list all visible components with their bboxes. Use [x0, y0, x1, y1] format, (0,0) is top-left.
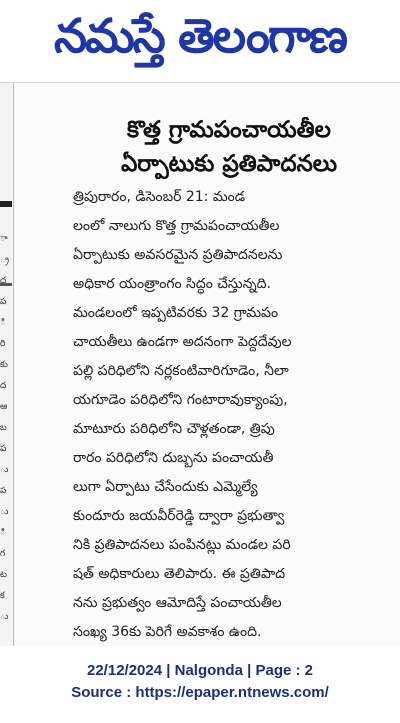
- body-line: పల్లి పరిధిలోని నర్లకంటివారిగూడెం, నీలా: [73, 363, 289, 379]
- adjacent-column-fragment: ి: [0, 318, 6, 328]
- footer: [0, 650, 400, 723]
- column-divider: [13, 83, 14, 646]
- body-line: మండలంలో ఇప్పటివరకు 32 గ్రామపం: [73, 305, 279, 321]
- edition-info: 22/12/2024 | Nalgonda | Page : 2: [87, 662, 313, 679]
- body-line: లుగా ఏర్పాటు చేసేందుకు ఎమ్మెల్యే: [73, 479, 258, 495]
- body-line: మాటూరు పరిధిలోని చౌళ్లతండా, త్రిపు: [73, 421, 275, 437]
- adjacent-column-fragment: ఆ: [0, 402, 8, 412]
- adjacent-column-fragment: కు: [0, 360, 8, 370]
- adjacent-column-fragment: బ: [0, 423, 7, 433]
- body-line: చాయతీలు ఉండగా అదనంగా పెద్దదేవుల: [73, 334, 292, 350]
- body-line: లంలో నాలుగు కొత్త గ్రామపంచాయతీల: [73, 218, 280, 234]
- body-line: సంఖ్య 36కు పెరిగే అవకాశం ఉంది.: [73, 624, 262, 640]
- body-line: షత్ అధికారులు తెలిపారు. ఈ ప్రతిపాద: [73, 566, 286, 582]
- newspaper-clipping: [0, 82, 400, 646]
- article-body: [73, 183, 385, 646]
- adjacent-column-fragment: ద: [0, 381, 7, 391]
- adjacent-column-strip: [0, 83, 12, 646]
- adjacent-column-fragment: ద: [0, 276, 7, 286]
- body-line: కుందూరు జయవీర్‌రెడ్డి ద్వారా ప్రభుత్వా: [73, 508, 285, 524]
- article: [73, 83, 385, 646]
- body-line: అధికార యంత్రాంగం సిద్ధం చేస్తున్నది.: [73, 276, 271, 292]
- adjacent-column-fragment: క: [0, 591, 5, 601]
- adjacent-column-fragment: ప: [0, 444, 7, 454]
- adjacent-column-fragment: ు: [0, 465, 9, 475]
- article-headline: [79, 113, 379, 181]
- column-rule: [0, 201, 12, 207]
- source-link[interactable]: Source : https://epaper.ntnews.com/: [71, 684, 329, 701]
- body-line: యగూడెం పరిధిలోని గంటారావుక్యాంపు,: [73, 392, 288, 408]
- adjacent-column-fragment: ట: [0, 570, 7, 580]
- headline-line: కొత్త గ్రామపంచాయతీల: [127, 117, 331, 143]
- headline-line: ఏర్పాటుకు ప్రతిపాదనలు: [120, 151, 338, 177]
- adjacent-column-fragment: ు: [0, 612, 9, 622]
- adjacent-column-fragment: ప: [0, 297, 7, 307]
- body-line: నికి ప్రతిపాదనలు పంపినట్లు మండల పరి: [73, 537, 291, 553]
- body-line: నను ప్రభుత్వం ఆమోదిస్తే పంచాయతీల: [73, 595, 282, 611]
- adjacent-column-fragment: ప: [0, 486, 7, 496]
- adjacent-column-fragment: ా: [0, 234, 8, 244]
- masthead: [0, 0, 400, 78]
- body-line: త్రిపురారం, డిసెంబర్ 21: మండ: [73, 189, 246, 205]
- body-line: ఏర్పాటుకు అవసరమైన ప్రతిపాదనలను: [73, 247, 283, 263]
- body-line: రారం పరిధిలోని దుబ్బను పంచాయతీ: [73, 450, 274, 466]
- adjacent-column-fragment: ు: [0, 507, 9, 517]
- adjacent-column-fragment: ి: [0, 528, 6, 538]
- adjacent-column-fragment: రి: [0, 339, 6, 349]
- adjacent-column-fragment: ్ర: [0, 255, 9, 265]
- newspaper-title: నమస్తే తెలంగాణ: [54, 9, 346, 64]
- adjacent-column-fragment: గ: [0, 549, 6, 559]
